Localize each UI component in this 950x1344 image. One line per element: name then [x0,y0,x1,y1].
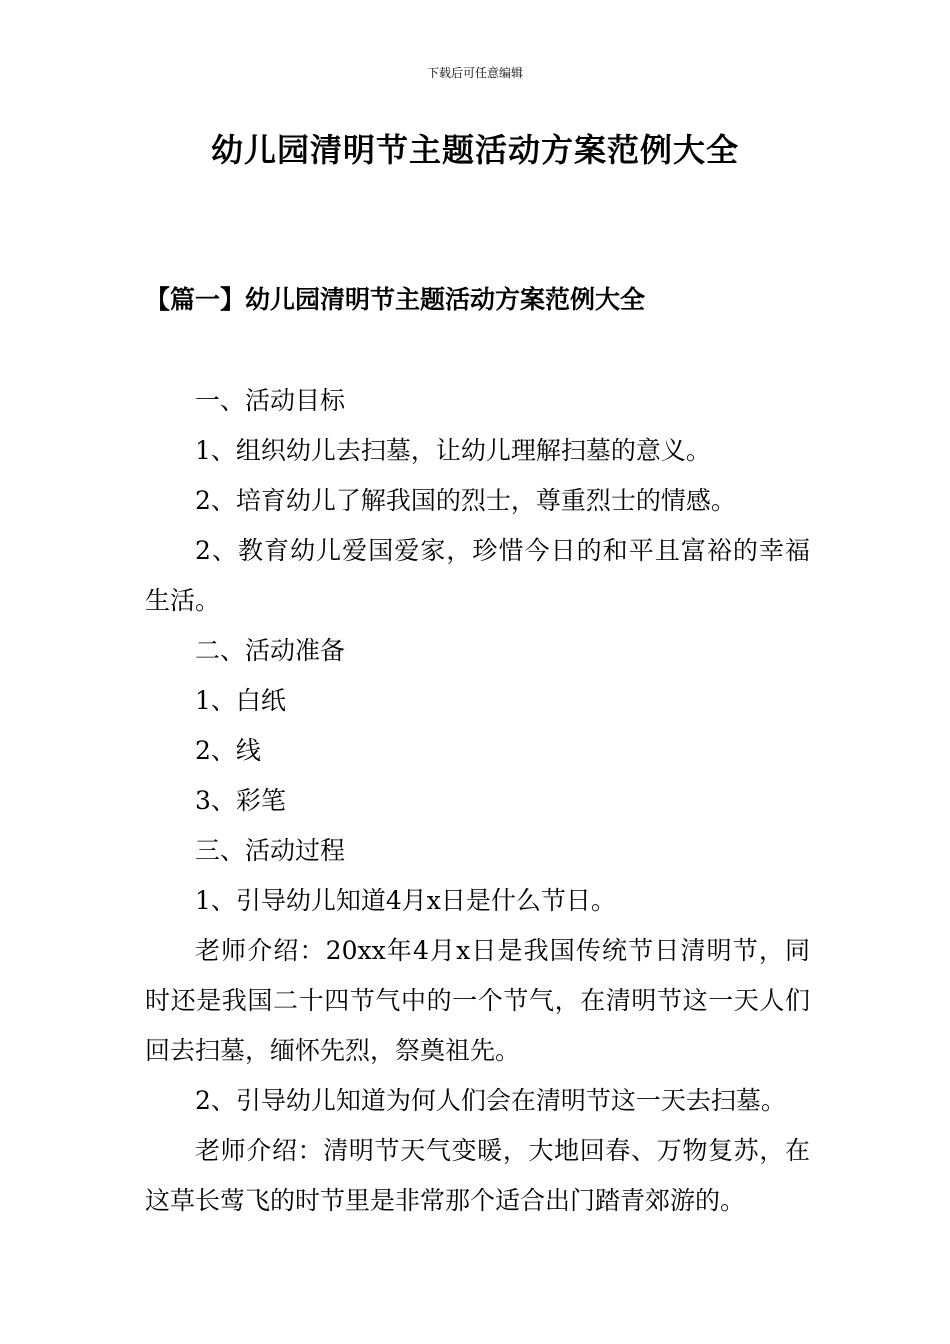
paragraph: 二、活动准备 [195,636,346,665]
paragraph: 老师介绍：20xx年4月x日是我国传统节日清明节，同时还是我国二十四节气中的一个节气，在清明节这一天人们回去扫墓，缅怀先烈，祭奠祖先。 [145,936,810,1065]
paragraph: 2、教育幼儿爱国爱家，珍惜今日的和平且富裕的幸福生活。 [145,536,810,615]
paragraph: 2、线 [195,736,261,765]
paragraph: 2、引导幼儿知道为何人们会在清明节这一天去扫墓。 [195,1086,786,1115]
paragraph: 1、白纸 [195,686,286,715]
header-note: 下载后可任意编辑 [426,66,523,80]
paragraph: 1、引导幼儿知道4月x日是什么节日。 [195,886,616,915]
paragraph: 三、活动过程 [195,836,346,865]
paragraph: 1、组织幼儿去扫墓，让幼儿理解扫墓的意义。 [195,436,711,465]
document-title: 幼儿园清明节主题活动方案范例大全 [210,131,739,169]
paragraph: 一、活动目标 [195,386,346,415]
document-body [145,376,810,1226]
paragraph: 2、培育幼儿了解我国的烈士，尊重烈士的情感。 [195,486,736,515]
paragraph: 老师介绍：清明节天气变暖，大地回春、万物复苏，在这草长莺飞的时节里是非常那个适合出门踏青郊游的。 [145,1136,810,1215]
paragraph: 3、彩笔 [195,786,286,815]
section-heading: 【篇一】幼儿园清明节主题活动方案范例大全 [145,285,646,314]
